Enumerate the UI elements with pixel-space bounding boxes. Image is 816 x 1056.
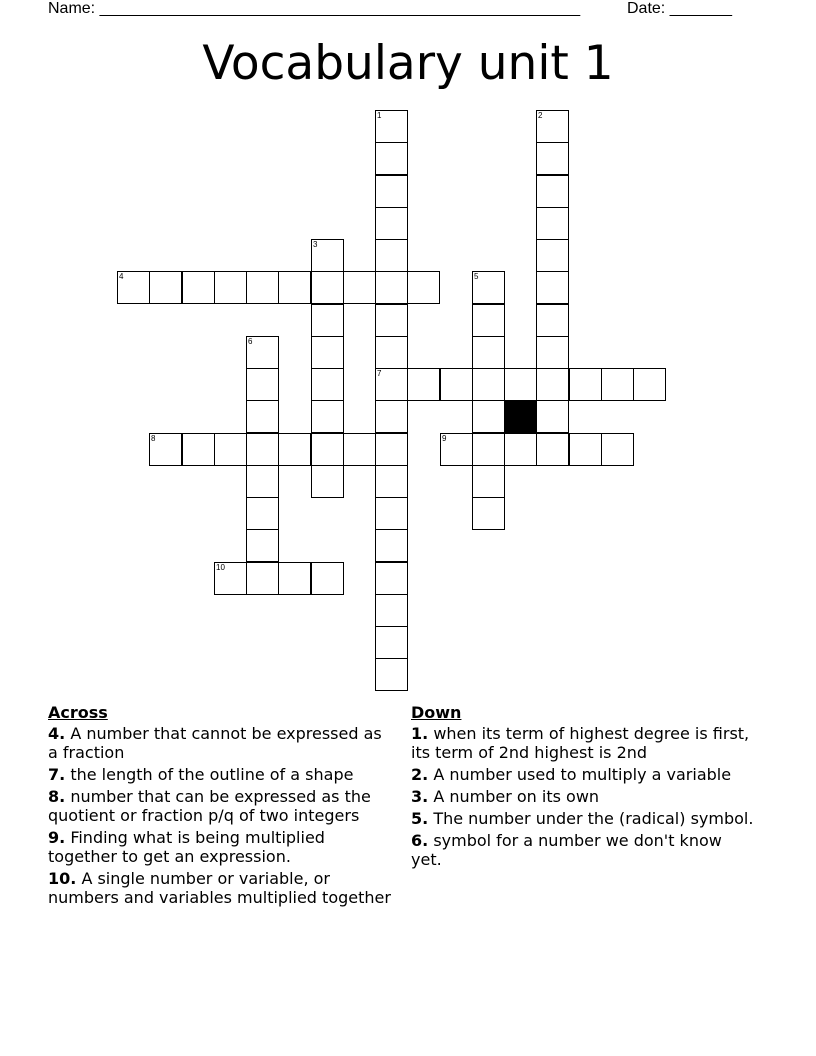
clue-number-label: 10 xyxy=(216,563,225,572)
grid-cell[interactable] xyxy=(601,433,634,466)
grid-cell[interactable] xyxy=(601,368,634,401)
across-clues xyxy=(48,703,393,910)
grid-cell[interactable] xyxy=(375,142,408,175)
grid-cell[interactable] xyxy=(536,400,569,433)
clue-number: 10. xyxy=(48,869,77,888)
grid-cell[interactable] xyxy=(536,271,569,304)
grid-cell[interactable] xyxy=(375,497,408,530)
clue-number: 4. xyxy=(48,724,66,743)
grid-cell[interactable] xyxy=(311,368,344,401)
clue-number: 5. xyxy=(411,809,429,828)
clue-down xyxy=(411,765,756,784)
clue-number-label: 7 xyxy=(377,369,382,378)
clue-number-label: 6 xyxy=(248,337,253,346)
grid-cell[interactable] xyxy=(472,497,505,530)
grid-cell[interactable] xyxy=(246,271,279,304)
clue-text: when its term of highest degree is first, its term of 2nd highest is 2nd xyxy=(411,724,750,762)
grid-cell[interactable] xyxy=(149,271,182,304)
grid-cell[interactable] xyxy=(536,433,569,466)
grid-cell[interactable] xyxy=(214,562,247,595)
name-field: Name: ______________________________________________________ xyxy=(48,0,581,17)
grid-cell[interactable] xyxy=(311,465,344,498)
clue-number-label: 5 xyxy=(474,272,479,281)
grid-cell[interactable] xyxy=(536,336,569,369)
clue-number: 6. xyxy=(411,831,429,850)
clue-text: the length of the outline of a shape xyxy=(70,765,354,784)
clue-across xyxy=(48,787,393,825)
grid-cell[interactable] xyxy=(472,433,505,466)
grid-cell[interactable] xyxy=(472,400,505,433)
grid-cell[interactable] xyxy=(472,336,505,369)
grid-cell[interactable] xyxy=(375,626,408,659)
grid-cell[interactable] xyxy=(375,529,408,562)
grid-cell[interactable] xyxy=(375,304,408,337)
clue-text: A single number or variable, or numbers and variables multiplied together xyxy=(48,869,391,907)
grid-cell[interactable] xyxy=(246,562,279,595)
grid-cell[interactable] xyxy=(472,368,505,401)
grid-cell[interactable] xyxy=(504,368,537,401)
clue-text: The number under the (radical) symbol. xyxy=(433,809,754,828)
date-field: Date: _______ xyxy=(627,0,732,17)
grid-cell[interactable] xyxy=(311,239,344,272)
grid-cell[interactable] xyxy=(375,594,408,627)
grid-cell[interactable] xyxy=(375,271,408,304)
grid-cell[interactable] xyxy=(536,239,569,272)
grid-cell[interactable] xyxy=(246,433,279,466)
clue-number-label: 9 xyxy=(442,434,447,443)
grid-cell[interactable] xyxy=(536,110,569,143)
grid-cell[interactable] xyxy=(246,368,279,401)
grid-cell[interactable] xyxy=(278,562,311,595)
clue-across xyxy=(48,724,393,762)
clue-number-label: 2 xyxy=(538,111,543,120)
clue-number: 1. xyxy=(411,724,429,743)
grid-cell[interactable] xyxy=(182,271,215,304)
clue-text: A number on its own xyxy=(433,787,600,806)
black-cell xyxy=(504,400,537,433)
grid-cell[interactable] xyxy=(343,433,376,466)
grid-cell[interactable] xyxy=(311,336,344,369)
clue-text: A number used to multiply a variable xyxy=(433,765,732,784)
clue-number: 7. xyxy=(48,765,66,784)
grid-cell[interactable] xyxy=(569,433,602,466)
grid-cell[interactable] xyxy=(375,658,408,691)
grid-cell[interactable] xyxy=(536,304,569,337)
grid-cell[interactable] xyxy=(536,175,569,208)
grid-cell[interactable] xyxy=(311,304,344,337)
across-heading: Across xyxy=(48,703,108,722)
grid-cell[interactable] xyxy=(246,336,279,369)
grid-cell[interactable] xyxy=(311,271,344,304)
grid-cell[interactable] xyxy=(375,562,408,595)
grid-cell[interactable] xyxy=(440,368,473,401)
grid-cell[interactable] xyxy=(375,207,408,240)
grid-cell[interactable] xyxy=(536,142,569,175)
clue-text: number that can be expressed as the quotient or fraction p/q of two integers xyxy=(48,787,371,825)
clue-text: Finding what is being multiplied together to get an expression. xyxy=(48,828,325,866)
grid-cell[interactable] xyxy=(375,239,408,272)
grid-cell[interactable] xyxy=(504,433,537,466)
grid-cell[interactable] xyxy=(214,271,247,304)
grid-cell[interactable] xyxy=(375,433,408,466)
clue-down xyxy=(411,724,756,762)
down-heading: Down xyxy=(411,703,462,722)
grid-cell[interactable] xyxy=(375,465,408,498)
grid-cell[interactable] xyxy=(472,304,505,337)
grid-cell[interactable] xyxy=(375,400,408,433)
grid-cell[interactable] xyxy=(311,400,344,433)
clue-across xyxy=(48,765,393,784)
grid-cell[interactable] xyxy=(375,336,408,369)
grid-cell[interactable] xyxy=(375,110,408,143)
grid-cell[interactable] xyxy=(472,465,505,498)
clue-down xyxy=(411,787,756,806)
clue-number-label: 8 xyxy=(151,434,156,443)
grid-cell[interactable] xyxy=(633,368,666,401)
down-clues xyxy=(411,703,756,872)
page-title: Vocabulary unit 1 xyxy=(202,36,614,91)
grid-cell[interactable] xyxy=(278,433,311,466)
clue-text: symbol for a number we don't know yet. xyxy=(411,831,722,869)
grid-cell[interactable] xyxy=(246,400,279,433)
grid-cell[interactable] xyxy=(375,368,408,401)
grid-cell[interactable] xyxy=(536,368,569,401)
clue-across xyxy=(48,869,393,907)
grid-cell[interactable] xyxy=(278,271,311,304)
grid-cell[interactable] xyxy=(407,368,440,401)
grid-cell[interactable] xyxy=(182,433,215,466)
clue-number-label: 4 xyxy=(119,272,124,281)
grid-cell[interactable] xyxy=(311,562,344,595)
grid-cell[interactable] xyxy=(407,271,440,304)
grid-cell[interactable] xyxy=(536,207,569,240)
grid-cell[interactable] xyxy=(472,271,505,304)
grid-cell[interactable] xyxy=(343,271,376,304)
clue-number: 2. xyxy=(411,765,429,784)
clue-across xyxy=(48,828,393,866)
clue-number-label: 3 xyxy=(313,240,318,249)
grid-cell[interactable] xyxy=(117,271,150,304)
grid-cell[interactable] xyxy=(569,368,602,401)
grid-cell[interactable] xyxy=(149,433,182,466)
grid-cell[interactable] xyxy=(246,465,279,498)
clue-text: A number that cannot be expressed as a fraction xyxy=(48,724,382,762)
grid-cell[interactable] xyxy=(440,433,473,466)
clue-number: 8. xyxy=(48,787,66,806)
clue-number-label: 1 xyxy=(377,111,382,120)
grid-cell[interactable] xyxy=(375,175,408,208)
grid-cell[interactable] xyxy=(311,433,344,466)
clue-number: 9. xyxy=(48,828,66,847)
grid-cell[interactable] xyxy=(246,497,279,530)
grid-cell[interactable] xyxy=(214,433,247,466)
clue-down xyxy=(411,809,756,828)
clue-down xyxy=(411,831,756,869)
grid-cell[interactable] xyxy=(246,529,279,562)
clue-number: 3. xyxy=(411,787,429,806)
